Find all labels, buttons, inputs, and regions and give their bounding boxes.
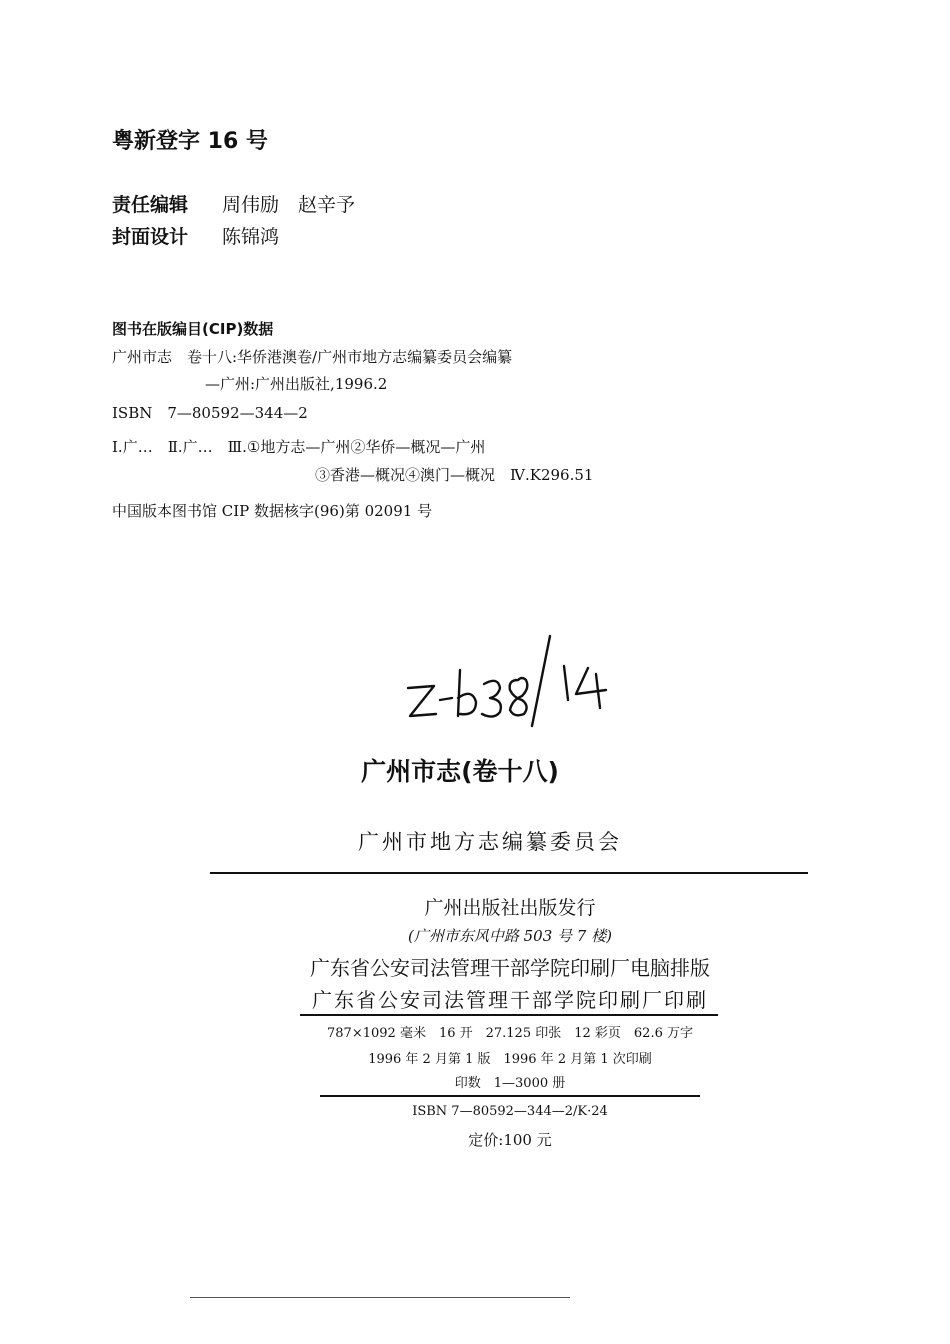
- printing: 广东省公安司法管理干部学院印刷厂印刷: [312, 988, 708, 1012]
- cip-line-2: —广州:广州出版社,1996.2: [205, 375, 388, 393]
- book-title: 广州市志(卷十八): [361, 757, 559, 786]
- cip-heading: 图书在版编目(CIP)数据: [112, 320, 274, 338]
- handwritten-call-number: [400, 618, 630, 730]
- cip-classification-2: ③香港—概况④澳门—概况 Ⅳ.K296.51: [315, 466, 594, 484]
- divider-middle: [300, 1014, 718, 1016]
- print-specs: 787×1092 毫米 16 开 27.125 印张 12 彩页 62.6 万字: [327, 1026, 693, 1041]
- registration-number: 粤新登字 16 号: [112, 129, 268, 154]
- scan-artifact-line: [190, 1297, 570, 1298]
- divider-top: [210, 872, 808, 874]
- editor-names: 周伟励 赵辛予: [222, 194, 356, 216]
- cip-line-1: 广州市志 卷十八:华侨港澳卷/广州市地方志编纂委员会编纂: [112, 348, 513, 366]
- cip-approval-number: 中国版本图书馆 CIP 数据核字(96)第 02091 号: [112, 502, 433, 520]
- edition-info: 1996 年 2 月第 1 版 1996 年 2 月第 1 次印刷: [368, 1052, 652, 1067]
- print-run: 印数 1—3000 册: [454, 1076, 566, 1091]
- cip-isbn: ISBN 7—80592—344—2: [112, 404, 308, 422]
- publisher-address: (广州市东风中路 503 号 7 楼): [408, 927, 612, 945]
- isbn-full: ISBN 7—80592—344—2/K·24: [412, 1104, 608, 1119]
- divider-lower: [320, 1095, 700, 1097]
- editor-label: 责任编辑: [112, 194, 189, 216]
- publisher: 广州出版社出版发行: [424, 897, 596, 919]
- cover-designer-name: 陈锦鸿: [222, 226, 280, 248]
- cip-classification-1: Ⅰ.广… Ⅱ.广… Ⅲ.①地方志—广州②华侨—概况—广州: [112, 438, 486, 456]
- price: 定价:100 元: [468, 1131, 552, 1149]
- compiler: 广州市地方志编纂委员会: [358, 830, 622, 854]
- cover-design-label: 封面设计: [112, 226, 189, 248]
- typesetting: 广东省公安司法管理干部学院印刷厂电脑排版: [310, 956, 710, 980]
